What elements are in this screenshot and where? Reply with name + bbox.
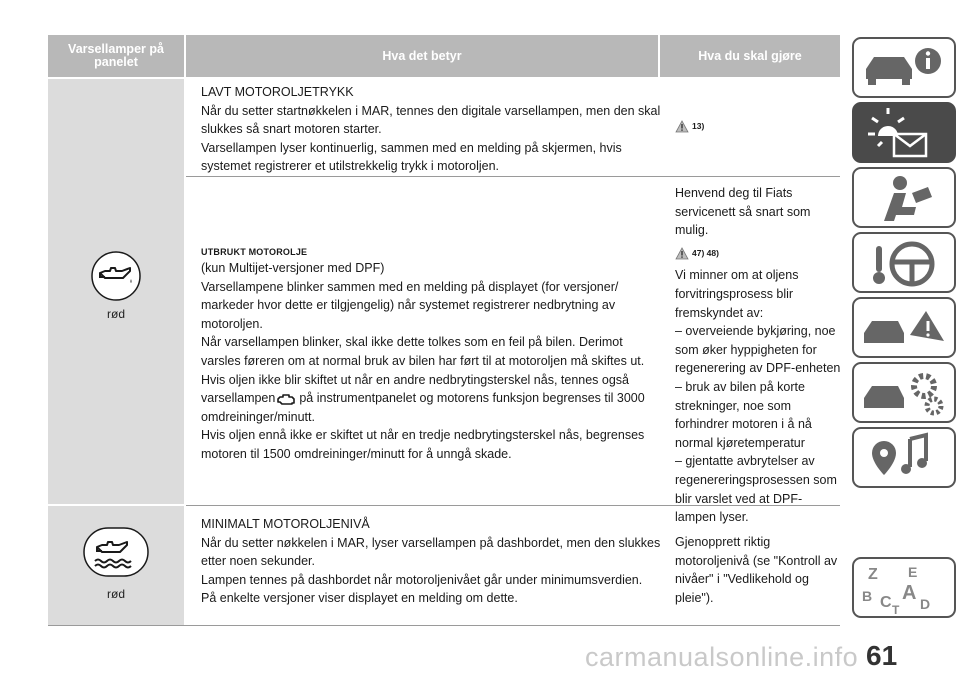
oil-level-icon	[83, 527, 149, 577]
row-min-oil-level	[201, 515, 671, 608]
chapter-tab-safety[interactable]	[852, 167, 956, 228]
engine-icon	[277, 392, 297, 406]
lamp-color-label: rød	[107, 307, 125, 321]
media-phone-icon	[854, 429, 954, 486]
chapter-tab-multimedia[interactable]	[852, 427, 956, 488]
chapter-tab-warning-lights[interactable]	[852, 102, 956, 163]
chapter-tab-maintenance[interactable]	[852, 362, 956, 423]
header-meaning: Hva det betyr	[186, 35, 658, 77]
row-text: på instrumentpanelet og motorens funksjon begrenses til 3000 omdreininger/minutt. Hvis oljen ennå ikke er skiftet ut når en tredje nedbrytingsterskel nås, begrenses motoren til 1500 omdreininger/minutt for å unngå skade.	[201, 391, 645, 461]
oil-can-icon	[91, 251, 141, 301]
note-ref: 13)	[692, 121, 705, 131]
car-crash-icon	[854, 299, 954, 356]
action-text: Vi minner om at oljens forvitringsprosess blir fremskyndet av: – overveiende bykjøring, noe som øker hyppigheten for regenerering av DPF-enheten – bruk av bilen på korte strekninger, noe som forhindrer motoren i å nå normal kjøretemperatur – gjentatte avbrytelser av regenereringsprosessen som blir varslet ved at DPF-lampen lyser.	[675, 268, 841, 525]
car-info-icon	[854, 39, 954, 96]
steering-wheel-key-icon	[854, 234, 954, 291]
oil-pressure-lamp	[48, 251, 184, 321]
row-text: Når du setter nøkkelen i MAR, lyser varsellampen på dashbordet, men den slukkes etter noen sekunder. Lampen tennes på dashbordet når motoroljenivået går under minimumsverdien. På enkelte versjoner viser displayet en melding om dette.	[201, 535, 661, 606]
row-text: Når du setter startnøkkelen i MAR, tennes den digitale varsellampen, men den skal slukkes så snart motoren starter. Varsellampen lyser kontinuerlig, sammen med en melding på skjermen, hvis systemet registrerer et utilstrekkelig trykk i motoroljen.	[201, 103, 661, 174]
seat-airbag-icon	[854, 169, 954, 226]
row1-note	[675, 117, 704, 136]
header-action: Hva du skal gjøre	[660, 35, 840, 77]
warning-triangle-icon	[675, 120, 689, 133]
chapter-tab-starting-driving[interactable]	[852, 232, 956, 293]
car-gears-icon	[854, 364, 954, 421]
row-low-oil-pressure	[201, 83, 661, 176]
index-letter: Z	[868, 566, 878, 583]
row-divider	[186, 176, 840, 177]
action-text: Henvend deg til Fiats servicenett så snart som mulig.	[675, 186, 811, 238]
chapter-tab-index[interactable]	[852, 557, 956, 618]
row-title: LAVT MOTOROLJETRYKK	[201, 85, 354, 99]
warning-light-message-icon	[854, 104, 954, 161]
index-letter: D	[920, 596, 931, 612]
warning-triangle-icon	[675, 247, 689, 260]
watermark: carmanualsonline.info	[585, 642, 859, 672]
index-letter: T	[892, 603, 900, 616]
row-worn-engine-oil	[201, 246, 661, 464]
index-letter: B	[862, 588, 873, 604]
table-bottom-rule	[48, 625, 840, 626]
header-panel-lamps: Varsellamper på panelet	[48, 35, 184, 77]
row-text: (kun Multijet-versjoner med DPF) Varsellampene blinker sammen med en melding på displayet (for versjoner/ markeder hvor dette er tilgjengelig) når systemet registrerer nedbrytning av motoroljen. Når varsellampen blinker, skal ikke dette tolkes som en feil på bilen. Derimot varsles føreren om at normal bruk av bilen har ført til at motoroljen må skiftes ut. Hvis oljen ikke blir skiftet ut når en andre nedbrytingsterskel nås, tennes også varsellampen	[201, 261, 645, 406]
row3-action	[675, 533, 841, 607]
index-letter: E	[908, 564, 918, 580]
note-ref: 47) 48)	[692, 247, 719, 258]
alphabet-index-icon	[854, 559, 954, 616]
row-title: UTBRUKT MOTOROLJE	[201, 247, 308, 257]
chapter-tab-emergency[interactable]	[852, 297, 956, 358]
page-number: 61	[866, 640, 898, 671]
row-title: MINIMALT MOTOROLJENIVÅ	[201, 517, 370, 531]
chapter-tab-dashboard[interactable]	[852, 37, 956, 98]
lamp-color-label: rød	[107, 587, 125, 601]
index-letter: C	[880, 594, 892, 611]
row2-action	[675, 184, 841, 527]
index-letter: A	[902, 582, 917, 604]
oil-level-lamp	[48, 527, 184, 601]
row-divider	[186, 505, 840, 506]
action-text: Gjenopprett riktig motoroljenivå (se "Kontroll av nivåer" i "Vedlikehold og pleie").	[675, 535, 838, 605]
